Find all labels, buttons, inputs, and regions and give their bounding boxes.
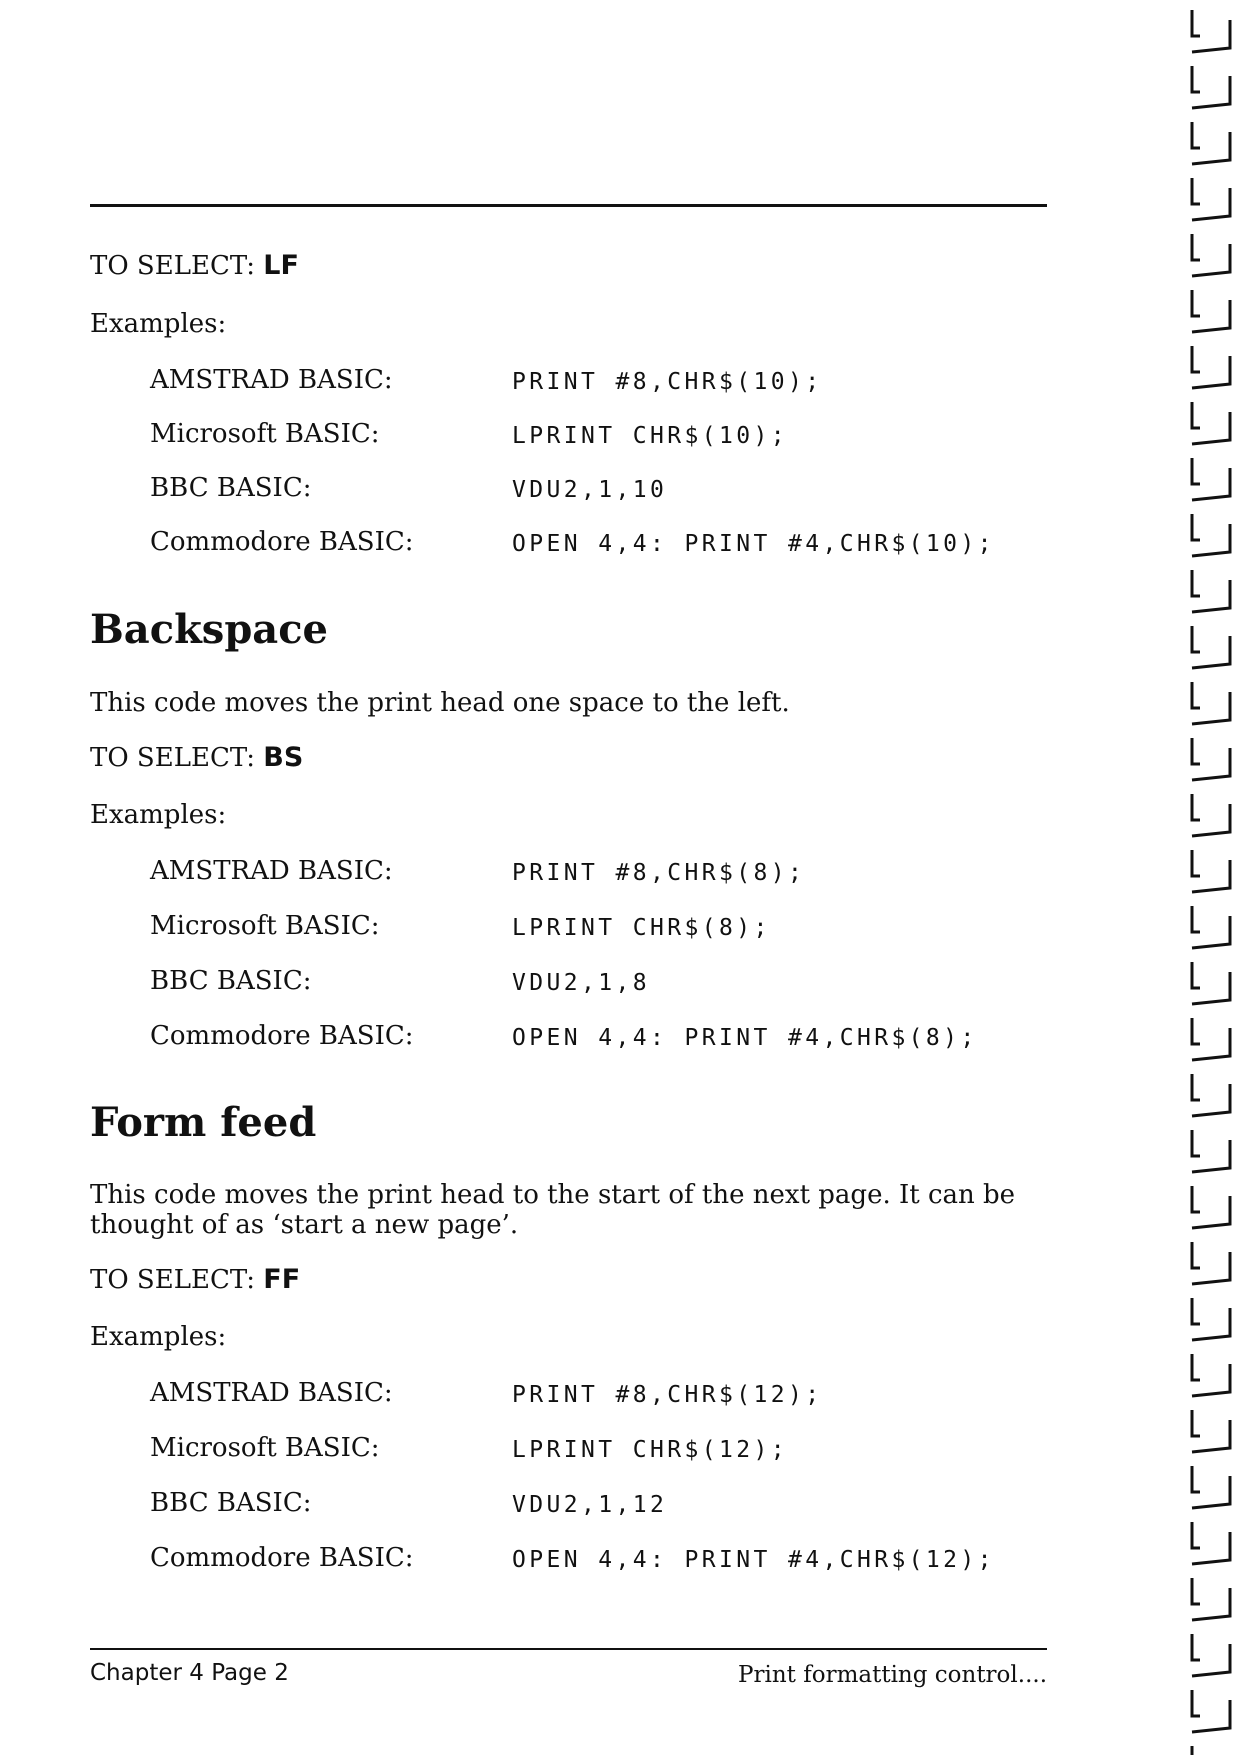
lf-select-line <box>90 250 299 281</box>
lf-examples-label: Examples: <box>90 309 227 339</box>
example-code: VDU2,1,12 <box>512 1492 668 1518</box>
top-rule <box>90 204 1047 207</box>
example-code: LPRINT CHR$(10); <box>512 423 788 449</box>
binding-mark <box>1192 66 1230 108</box>
example-language: Commodore BASIC: <box>150 1021 414 1051</box>
binding-mark <box>1192 794 1230 836</box>
example-language: Microsoft BASIC: <box>150 419 380 449</box>
form-feed-heading: Form feed <box>90 1099 317 1146</box>
example-language: Microsoft BASIC: <box>150 911 380 941</box>
example-code: VDU2,1,10 <box>512 477 668 503</box>
binding-mark <box>1192 1522 1230 1564</box>
example-code: VDU2,1,8 <box>512 970 650 996</box>
binding-mark <box>1192 850 1230 892</box>
binding-mark <box>1192 1298 1230 1340</box>
example-language: AMSTRAD BASIC: <box>150 856 393 886</box>
example-code: LPRINT CHR$(8); <box>512 915 771 941</box>
example-language: BBC BASIC: <box>150 473 312 503</box>
backspace-description: This code moves the print head one space to the left. <box>90 688 790 718</box>
binding-mark <box>1192 402 1230 444</box>
binding-mark <box>1192 122 1230 164</box>
example-language: Commodore BASIC: <box>150 527 414 557</box>
binding-mark <box>1192 906 1230 948</box>
binding-mark <box>1192 290 1230 332</box>
example-language: Microsoft BASIC: <box>150 1433 380 1463</box>
binding-mark <box>1192 234 1230 276</box>
lf-example-row <box>150 365 1030 405</box>
binding-mark <box>1192 1578 1230 1620</box>
binding-mark <box>1192 1634 1230 1676</box>
select-code: FF <box>263 1264 301 1295</box>
binding-mark <box>1192 1018 1230 1060</box>
bs-example-row <box>150 966 1030 1006</box>
binding-mark <box>1192 570 1230 612</box>
example-code: OPEN 4,4: PRINT #4,CHR$(8); <box>512 1025 978 1051</box>
binding-mark <box>1192 178 1230 220</box>
binding-mark <box>1192 1466 1230 1508</box>
example-code: PRINT #8,CHR$(10); <box>512 369 823 395</box>
example-language: BBC BASIC: <box>150 1488 312 1518</box>
binding-mark <box>1192 1690 1230 1732</box>
ff-select-line <box>90 1264 300 1295</box>
example-language: AMSTRAD BASIC: <box>150 1378 393 1408</box>
select-code: BS <box>263 742 304 773</box>
backspace-heading: Backspace <box>90 606 329 653</box>
footer-chapter-page: Chapter 4 Page 2 <box>90 1660 289 1686</box>
binding-mark <box>1192 738 1230 780</box>
lf-example-row <box>150 473 1030 513</box>
example-code: PRINT #8,CHR$(12); <box>512 1382 823 1408</box>
example-code: PRINT #8,CHR$(8); <box>512 860 806 886</box>
ff-example-row <box>150 1543 1030 1583</box>
select-prefix: TO SELECT: <box>90 251 264 281</box>
binding-mark <box>1192 1130 1230 1172</box>
binding-mark <box>1192 1410 1230 1452</box>
bs-examples-label: Examples: <box>90 800 227 830</box>
bs-example-row <box>150 911 1030 951</box>
ff-examples-label: Examples: <box>90 1322 227 1352</box>
binding-mark <box>1192 1746 1230 1755</box>
binding-mark <box>1192 458 1230 500</box>
example-code: OPEN 4,4: PRINT #4,CHR$(10); <box>512 531 995 557</box>
example-language: Commodore BASIC: <box>150 1543 414 1573</box>
ff-example-row <box>150 1488 1030 1528</box>
select-prefix: TO SELECT: <box>90 743 264 773</box>
binding-mark <box>1192 1074 1230 1116</box>
binding-mark <box>1192 962 1230 1004</box>
bs-select-line <box>90 742 303 773</box>
bs-example-row <box>150 856 1030 896</box>
binding-mark <box>1192 514 1230 556</box>
example-code: OPEN 4,4: PRINT #4,CHR$(12); <box>512 1547 995 1573</box>
binding-mark <box>1192 1242 1230 1284</box>
bs-example-row <box>150 1021 1030 1061</box>
footer-running-title: Print formatting control.... <box>738 1662 1047 1688</box>
select-code: LF <box>263 250 299 281</box>
lf-example-row <box>150 419 1030 459</box>
bottom-rule <box>90 1648 1047 1650</box>
ff-example-row <box>150 1433 1030 1473</box>
binding-mark <box>1192 1354 1230 1396</box>
example-language: BBC BASIC: <box>150 966 312 996</box>
ff-example-row <box>150 1378 1030 1418</box>
binding-mark <box>1192 346 1230 388</box>
spiral-binding-marks <box>1170 0 1240 1755</box>
binding-mark <box>1192 626 1230 668</box>
example-code: LPRINT CHR$(12); <box>512 1437 788 1463</box>
binding-mark <box>1192 1186 1230 1228</box>
select-prefix: TO SELECT: <box>90 1265 264 1295</box>
lf-example-row <box>150 527 1030 567</box>
binding-mark <box>1192 682 1230 724</box>
example-language: AMSTRAD BASIC: <box>150 365 393 395</box>
binding-mark <box>1192 10 1230 52</box>
form-feed-description: This code moves the print head to the start of the next page. It can be thought of as ‘start a new page’. <box>90 1180 1016 1240</box>
